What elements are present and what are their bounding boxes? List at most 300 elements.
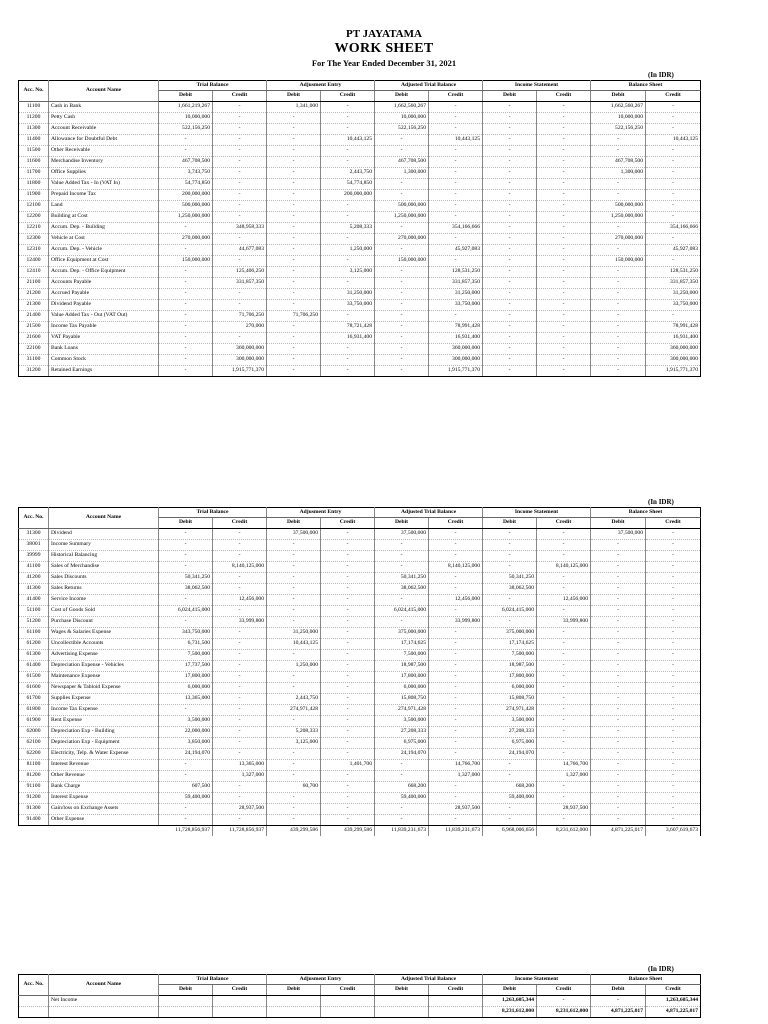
amount-cell: - — [483, 529, 537, 540]
amount-cell: - — [321, 672, 375, 683]
amount-cell: - — [429, 782, 483, 793]
total-cell: 11,839,231,673 — [429, 826, 483, 837]
amount-cell: 17,800,000 — [375, 672, 429, 683]
amount-cell: - — [321, 562, 375, 573]
header-group: Adjusted Trial Balance — [375, 81, 483, 91]
table-row — [19, 562, 701, 573]
amount-cell: - — [213, 333, 267, 344]
amount-cell: - — [375, 771, 429, 782]
amount-cell: - — [483, 311, 537, 322]
amount-cell: - — [375, 267, 429, 278]
amount-cell: 1,401,700 — [321, 760, 375, 771]
amount-cell: - — [267, 573, 321, 584]
amount-cell: - — [429, 738, 483, 749]
amount-cell: 59,400,000 — [159, 793, 213, 804]
amount-cell: - — [591, 595, 646, 606]
amount-cell: 31,250,000 — [321, 289, 375, 300]
amount-cell: 1,915,771,370 — [646, 366, 701, 377]
table-row — [19, 595, 701, 606]
amount-cell: 10,000,000 — [375, 113, 429, 124]
amount-cell: - — [591, 749, 646, 760]
amount-cell: - — [321, 683, 375, 694]
amount-cell: - — [159, 804, 213, 815]
amount-cell: 522,156,250 — [375, 124, 429, 135]
account-name: Bank Loans — [49, 344, 159, 355]
header-credit: Credit — [321, 518, 375, 529]
amount-cell: - — [537, 212, 591, 223]
table-row — [19, 727, 701, 738]
amount-cell: - — [537, 996, 591, 1007]
amount-cell: - — [213, 157, 267, 168]
amount-cell: - — [321, 146, 375, 157]
amount-cell: 17,800,000 — [159, 672, 213, 683]
header-group: Trial Balance — [159, 81, 267, 91]
amount-cell: 12,456,000 — [213, 595, 267, 606]
table-row — [19, 573, 701, 584]
amount-cell: - — [321, 628, 375, 639]
amount-cell: 200,000,000 — [321, 190, 375, 201]
amount-cell: 1,250,000,000 — [375, 212, 429, 223]
amount-cell: - — [321, 793, 375, 804]
amount-cell: - — [537, 672, 591, 683]
header-debit: Debit — [483, 518, 537, 529]
amount-cell: - — [213, 124, 267, 135]
amount-cell: - — [321, 661, 375, 672]
amount-cell: - — [483, 179, 537, 190]
amount-cell: - — [321, 573, 375, 584]
table-row — [19, 716, 701, 727]
amount-cell: 375,000,000 — [375, 628, 429, 639]
amount-cell: - — [537, 179, 591, 190]
amount-cell: - — [375, 311, 429, 322]
amount-cell: 1,250,000,000 — [591, 212, 646, 223]
amount-cell: - — [591, 267, 646, 278]
amount-cell: 1,327,000 — [429, 771, 483, 782]
account-name — [49, 1007, 159, 1018]
amount-cell: - — [213, 716, 267, 727]
amount-cell: 270,000 — [213, 322, 267, 333]
header-debit: Debit — [375, 91, 429, 102]
amount-cell: - — [537, 344, 591, 355]
amount-cell: - — [429, 102, 483, 113]
amount-cell: - — [429, 146, 483, 157]
amount-cell: - — [267, 245, 321, 256]
amount-cell: 274,971,428 — [483, 705, 537, 716]
amount-cell: - — [159, 300, 213, 311]
amount-cell: - — [213, 628, 267, 639]
amount-cell: 24,194,070 — [375, 749, 429, 760]
account-number: 41400 — [19, 595, 49, 606]
table-row — [19, 135, 701, 146]
amount-cell: - — [267, 344, 321, 355]
amount-cell: - — [537, 190, 591, 201]
amount-cell: 354,166,666 — [429, 223, 483, 234]
amount-cell: - — [591, 727, 646, 738]
amount-cell: - — [483, 760, 537, 771]
worksheet-table-2 — [18, 507, 701, 836]
account-number: 31100 — [19, 355, 49, 366]
amount-cell: 6,975,000 — [483, 738, 537, 749]
table-row — [19, 322, 701, 333]
account-number — [19, 996, 49, 1007]
header-group: Balance Sheet — [591, 508, 701, 518]
account-name: Supplies Expense — [49, 694, 159, 705]
table-row — [19, 223, 701, 234]
header-group: Income Statement — [483, 81, 591, 91]
amount-cell: - — [321, 124, 375, 135]
amount-cell: - — [483, 113, 537, 124]
total-cell: 11,839,231,673 — [375, 826, 429, 837]
amount-cell: - — [537, 584, 591, 595]
amount-cell: - — [213, 738, 267, 749]
amount-cell: 12,456,000 — [429, 595, 483, 606]
amount-cell: 4,871,225,017 — [591, 1007, 646, 1018]
amount-cell: 270,000,000 — [159, 234, 213, 245]
header-group: Income Statement — [483, 975, 591, 985]
amount-cell: 6,000,000 — [159, 683, 213, 694]
amount-cell: - — [646, 672, 701, 683]
account-number: 39999 — [19, 551, 49, 562]
header-credit: Credit — [646, 985, 701, 996]
amount-cell: - — [483, 815, 537, 826]
document-title: WORK SHEET — [334, 41, 434, 56]
table-row — [19, 738, 701, 749]
amount-cell: - — [591, 311, 646, 322]
amount-cell: - — [321, 540, 375, 551]
amount-cell: - — [646, 793, 701, 804]
account-number: 91400 — [19, 815, 49, 826]
account-name: Cash in Bank — [49, 102, 159, 113]
account-number: 21300 — [19, 300, 49, 311]
amount-cell: 45,927,083 — [429, 245, 483, 256]
amount-cell: - — [267, 300, 321, 311]
amount-cell: - — [646, 606, 701, 617]
amount-cell: - — [375, 804, 429, 815]
amount-cell: - — [321, 771, 375, 782]
amount-cell: - — [321, 157, 375, 168]
table-row — [19, 617, 701, 628]
amount-cell: - — [429, 168, 483, 179]
account-name: Value Added Tax - In (VAT In) — [49, 179, 159, 190]
amount-cell: - — [321, 311, 375, 322]
amount-cell: - — [591, 617, 646, 628]
amount-cell: 467,708,500 — [375, 157, 429, 168]
amount-cell: - — [267, 179, 321, 190]
amount-cell — [213, 996, 267, 1007]
amount-cell: - — [646, 146, 701, 157]
amount-cell: - — [321, 782, 375, 793]
account-name: Sales Returns — [49, 584, 159, 595]
account-name: Other Expense — [49, 815, 159, 826]
amount-cell: - — [267, 234, 321, 245]
table-row — [19, 289, 701, 300]
amount-cell: - — [591, 771, 646, 782]
amount-cell: 1,263,605,344 — [646, 996, 701, 1007]
amount-cell: - — [213, 551, 267, 562]
account-number: 61800 — [19, 705, 49, 716]
account-number: 61700 — [19, 694, 49, 705]
amount-cell: - — [321, 650, 375, 661]
table-row — [19, 124, 701, 135]
amount-cell: 54,774,850 — [159, 179, 213, 190]
amount-cell: - — [591, 705, 646, 716]
amount-cell: - — [159, 760, 213, 771]
amount-cell: - — [159, 289, 213, 300]
amount-cell: - — [646, 683, 701, 694]
amount-cell: 44,677,083 — [213, 245, 267, 256]
amount-cell: - — [537, 333, 591, 344]
account-number: 21200 — [19, 289, 49, 300]
total-cell: 8,231,612,000 — [537, 826, 591, 837]
amount-cell: 10,443,125 — [646, 135, 701, 146]
amount-cell: 3,743,750 — [159, 168, 213, 179]
amount-cell: - — [321, 529, 375, 540]
amount-cell: - — [159, 595, 213, 606]
amount-cell: 1,327,000 — [213, 771, 267, 782]
header-credit: Credit — [213, 518, 267, 529]
amount-cell: 37,500,000 — [375, 529, 429, 540]
amount-cell: - — [213, 289, 267, 300]
account-name: Office Equipment at Cost — [49, 256, 159, 267]
amount-cell: - — [159, 551, 213, 562]
amount-cell: - — [159, 562, 213, 573]
amount-cell: - — [537, 529, 591, 540]
amount-cell: - — [483, 562, 537, 573]
table-row — [19, 157, 701, 168]
header-credit: Credit — [213, 985, 267, 996]
amount-cell: - — [429, 540, 483, 551]
account-name: VAT Payable — [49, 333, 159, 344]
amount-cell: 17,737,500 — [159, 661, 213, 672]
amount-cell: - — [646, 562, 701, 573]
amount-cell: - — [213, 529, 267, 540]
header-group: Adjusment Entry — [267, 975, 375, 985]
account-name: Depreciation Exp - Building — [49, 727, 159, 738]
total-cell: 439,299,586 — [321, 826, 375, 837]
table-row — [19, 234, 701, 245]
table-row — [19, 366, 701, 377]
account-name: Accrued Payable — [49, 289, 159, 300]
amount-cell: 16,931,400 — [646, 333, 701, 344]
amount-cell: - — [646, 650, 701, 661]
amount-cell: 50,341,250 — [483, 573, 537, 584]
amount-cell: 331,857,350 — [646, 278, 701, 289]
amount-cell: - — [267, 562, 321, 573]
amount-cell: 50,341,250 — [375, 573, 429, 584]
amount-cell: - — [483, 135, 537, 146]
amount-cell: - — [267, 355, 321, 366]
header-credit: Credit — [537, 91, 591, 102]
amount-cell: 10,443,125 — [267, 639, 321, 650]
amount-cell: - — [321, 595, 375, 606]
amount-cell: - — [429, 694, 483, 705]
amount-cell: - — [267, 551, 321, 562]
amount-cell: - — [591, 996, 646, 1007]
table-row — [19, 278, 701, 289]
amount-cell: 300,000,000 — [646, 355, 701, 366]
account-name: Purchase Discount — [49, 617, 159, 628]
amount-cell: - — [321, 716, 375, 727]
amount-cell: - — [483, 300, 537, 311]
amount-cell: 7,500,000 — [375, 650, 429, 661]
amount-cell: 28,937,500 — [213, 804, 267, 815]
table-row — [19, 782, 701, 793]
amount-cell: - — [213, 606, 267, 617]
amount-cell: - — [537, 300, 591, 311]
account-name: Dividend Payable — [49, 300, 159, 311]
amount-cell: 60,700 — [267, 782, 321, 793]
amount-cell: - — [429, 727, 483, 738]
header-debit: Debit — [159, 518, 213, 529]
amount-cell: - — [646, 661, 701, 672]
amount-cell: 15,808,750 — [375, 694, 429, 705]
account-number: 61100 — [19, 628, 49, 639]
amount-cell: - — [537, 355, 591, 366]
amount-cell: - — [537, 102, 591, 113]
account-name: Vehicle at Cost — [49, 234, 159, 245]
amount-cell: 6,000,000 — [483, 683, 537, 694]
company-name: PT JAYATAMA — [346, 28, 422, 40]
header-group: Trial Balance — [159, 508, 267, 518]
amount-cell: - — [483, 245, 537, 256]
amount-cell: - — [267, 190, 321, 201]
amount-cell: - — [159, 322, 213, 333]
amount-cell: - — [267, 595, 321, 606]
amount-cell: - — [591, 540, 646, 551]
amount-cell: - — [646, 212, 701, 223]
amount-cell: - — [591, 135, 646, 146]
amount-cell: - — [267, 223, 321, 234]
header-account-name: Account Name — [49, 81, 159, 102]
amount-cell — [159, 1007, 213, 1018]
amount-cell: - — [159, 617, 213, 628]
table-row — [19, 311, 701, 322]
amount-cell: - — [646, 529, 701, 540]
account-number: 12200 — [19, 212, 49, 223]
amount-cell: 28,937,500 — [429, 804, 483, 815]
amount-cell: 31,250,000 — [267, 628, 321, 639]
account-number: 81100 — [19, 760, 49, 771]
amount-cell: 2,443,750 — [267, 694, 321, 705]
amount-cell: - — [267, 113, 321, 124]
amount-cell: - — [267, 366, 321, 377]
amount-cell: - — [159, 245, 213, 256]
amount-cell: - — [213, 650, 267, 661]
amount-cell: - — [429, 256, 483, 267]
amount-cell: 28,937,500 — [537, 804, 591, 815]
table-row — [19, 245, 701, 256]
amount-cell: - — [267, 201, 321, 212]
amount-cell: - — [537, 694, 591, 705]
amount-cell: - — [483, 168, 537, 179]
account-number: 61500 — [19, 672, 49, 683]
account-name: Retained Earnings — [49, 366, 159, 377]
amount-cell: - — [591, 333, 646, 344]
amount-cell: - — [646, 113, 701, 124]
amount-cell: - — [159, 146, 213, 157]
amount-cell: 8,140,125,000 — [213, 562, 267, 573]
amount-cell: 3,125,000 — [321, 267, 375, 278]
amount-cell — [429, 1007, 483, 1018]
amount-cell: - — [537, 650, 591, 661]
amount-cell: - — [213, 179, 267, 190]
amount-cell: 16,931,400 — [321, 333, 375, 344]
amount-cell: 6,024,415,000 — [159, 606, 213, 617]
amount-cell: - — [321, 212, 375, 223]
amount-cell: - — [267, 793, 321, 804]
amount-cell: - — [483, 771, 537, 782]
amount-cell: - — [646, 179, 701, 190]
amount-cell — [267, 1007, 321, 1018]
amount-cell: - — [375, 344, 429, 355]
account-name: Depreciation Exp - Equipment — [49, 738, 159, 749]
amount-cell: 274,971,428 — [267, 705, 321, 716]
amount-cell: - — [483, 551, 537, 562]
header-credit: Credit — [429, 985, 483, 996]
amount-cell: 300,000,000 — [213, 355, 267, 366]
amount-cell: - — [537, 311, 591, 322]
amount-cell: - — [267, 157, 321, 168]
amount-cell: 6,024,415,000 — [375, 606, 429, 617]
amount-cell: - — [267, 124, 321, 135]
amount-cell: 45,927,083 — [646, 245, 701, 256]
amount-cell: - — [375, 135, 429, 146]
worksheet-table-1 — [18, 80, 701, 377]
amount-cell: - — [321, 584, 375, 595]
amount-cell: - — [267, 256, 321, 267]
amount-cell: - — [267, 606, 321, 617]
header-group: Income Statement — [483, 508, 591, 518]
table-row — [19, 529, 701, 540]
currency-unit-2: (In IDR) — [648, 498, 674, 506]
amount-cell: - — [537, 540, 591, 551]
amount-cell: 13,365,000 — [213, 760, 267, 771]
amount-cell: - — [429, 212, 483, 223]
header-credit: Credit — [321, 985, 375, 996]
table-row — [19, 355, 701, 366]
table-row — [19, 996, 701, 1007]
amount-cell: - — [646, 256, 701, 267]
amount-cell: - — [159, 135, 213, 146]
amount-cell: 522,156,250 — [159, 124, 213, 135]
amount-cell: - — [267, 672, 321, 683]
amount-cell: - — [267, 278, 321, 289]
amount-cell: 15,808,750 — [483, 694, 537, 705]
amount-cell: 27,208,333 — [483, 727, 537, 738]
amount-cell: - — [267, 146, 321, 157]
amount-cell: - — [375, 815, 429, 826]
amount-cell: 13,365,000 — [159, 694, 213, 705]
amount-cell: - — [537, 815, 591, 826]
amount-cell: - — [537, 661, 591, 672]
amount-cell: 78,991,428 — [646, 322, 701, 333]
account-number: 91100 — [19, 782, 49, 793]
account-number: 21400 — [19, 311, 49, 322]
table-row — [19, 804, 701, 815]
amount-cell: - — [159, 344, 213, 355]
amount-cell: 6,731,500 — [159, 639, 213, 650]
amount-cell: - — [375, 289, 429, 300]
amount-cell: - — [213, 102, 267, 113]
amount-cell: - — [375, 278, 429, 289]
amount-cell: - — [537, 223, 591, 234]
account-name: Other Revenue — [49, 771, 159, 782]
account-number: 11700 — [19, 168, 49, 179]
header-credit: Credit — [646, 91, 701, 102]
amount-cell: - — [537, 366, 591, 377]
header-group: Balance Sheet — [591, 81, 701, 91]
amount-cell: - — [537, 234, 591, 245]
